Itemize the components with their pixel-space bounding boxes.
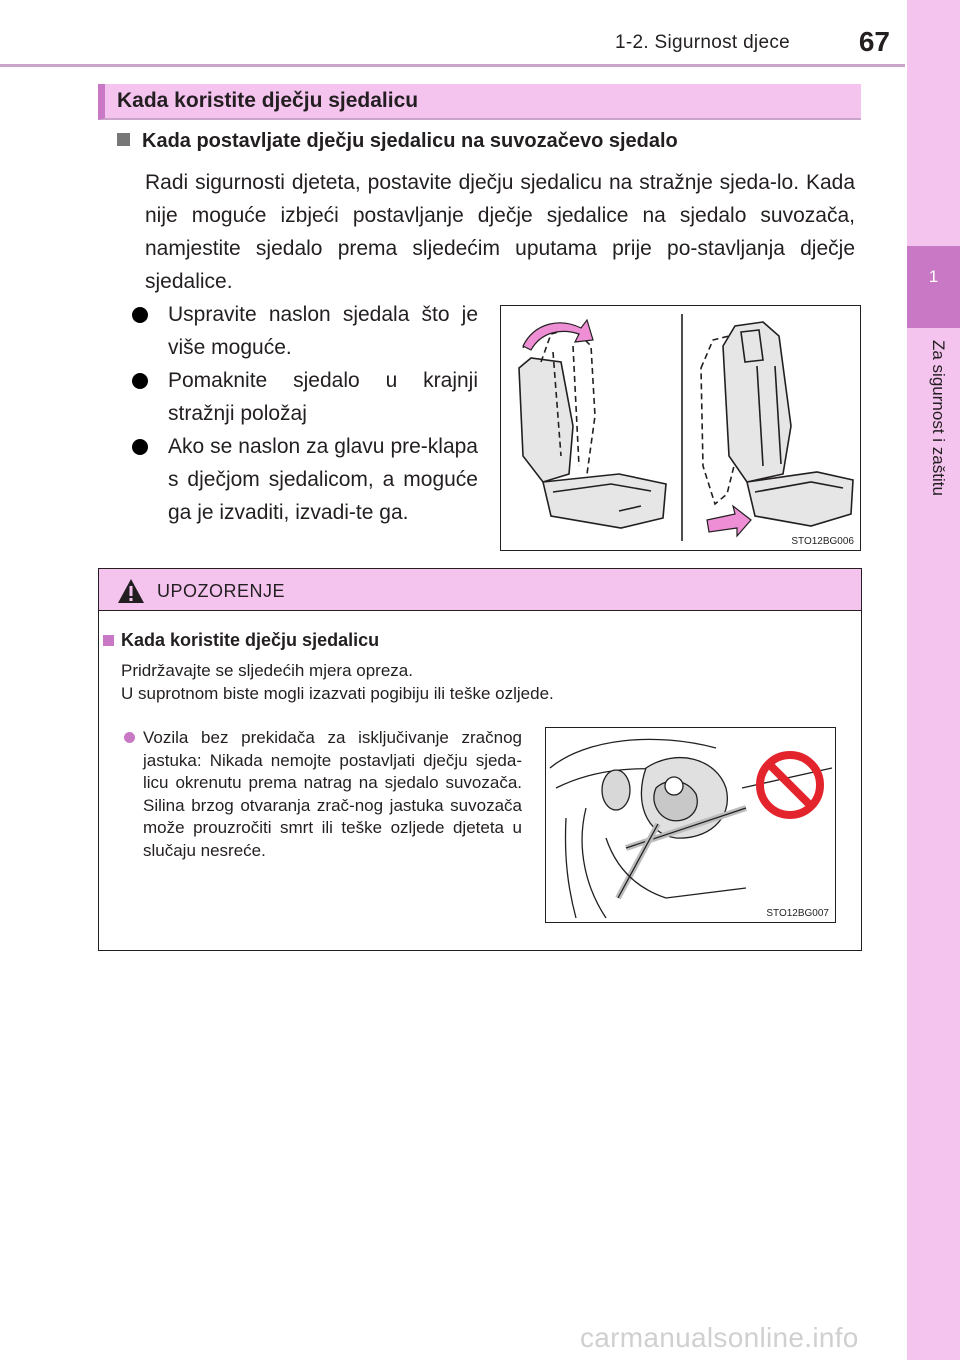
- prohibition-icon: [760, 755, 820, 815]
- figure-code: STO12BG007: [766, 908, 829, 919]
- warning-triangle-icon: [117, 578, 145, 604]
- warning-title: UPOZORENJE: [157, 581, 286, 601]
- airbag-warning-figure: [545, 727, 836, 923]
- list-item-text: Ako se naslon za glavu pre-klapa s dječjom sjedalicom, a moguće ga je izvaditi, izvadi-te ga.: [168, 435, 478, 524]
- list-item-text: Uspravite naslon sjedala što je više moguće.: [168, 303, 478, 359]
- warning-header: [99, 569, 861, 611]
- list-item: [128, 430, 478, 529]
- warning-subheading: [103, 630, 379, 651]
- list-item: [128, 298, 478, 364]
- seat-illustration: [501, 306, 859, 549]
- list-item: [128, 364, 478, 430]
- warning-line: Pridržavajte se sljedećih mjera opreza.: [121, 661, 413, 680]
- subheading-text: Kada postavljate dječju sjedalicu na suvozačevo sjedalo: [142, 130, 678, 152]
- header-divider: [0, 64, 905, 67]
- instruction-list: [128, 298, 478, 529]
- bullet-dot-icon: [124, 732, 135, 743]
- watermark: carmanualsonline.info: [580, 1322, 859, 1353]
- warning-subheading-text: Kada koristite dječju sjedalicu: [121, 630, 380, 650]
- bullet-dot-icon: [132, 373, 148, 389]
- section-heading: Kada koristite dječju sjedalicu: [98, 84, 861, 120]
- intro-paragraph: Radi sigurnosti djeteta, postavite dječju sjedalicu na stražnje sjeda-lo. Kada nije moguće izbjeći postavljanje dječje sjedalice na sjedalo suvozača, namjestite sjedalo prema sljedećim uputama prije po-stavljanja dječje sjedalice.: [145, 171, 855, 293]
- page-number: 67: [858, 26, 890, 57]
- side-tab-strip: [907, 0, 960, 1360]
- figure-code: STO12BG006: [791, 536, 854, 547]
- section-title: 1-2. Sigurnost djece: [615, 32, 790, 53]
- warning-line: U suprotnom biste mogli izazvati pogibiju ili teške ozljede.: [121, 684, 554, 703]
- warning-text: [121, 659, 554, 705]
- chapter-tab: 1: [907, 246, 960, 328]
- square-bullet-icon: [103, 635, 114, 646]
- chapter-title: Za sigurnost i zaštitu: [929, 340, 948, 496]
- warning-bullet: [124, 727, 522, 862]
- subheading: [117, 130, 678, 153]
- list-item-text: Pomaknite sjedalo u krajnji stražnji položaj: [168, 369, 478, 425]
- bullet-dot-icon: [132, 307, 148, 323]
- bullet-dot-icon: [132, 439, 148, 455]
- warning-bullet-text: Vozila bez prekidača za isključivanje zračnog jastuka: Nikada nemojte postavljati dječju sjeda-licu okrenutu prema natrag na sjedalo suvozača. Silina brzog otvaranja zrač-nog jastuka suvozača može prouzročiti smrt ili teške ozljede djeteta u slučaju nesreće.: [143, 728, 522, 860]
- airbag-illustration: [546, 728, 834, 921]
- seat-adjustment-figure: [500, 305, 861, 551]
- square-bullet-icon: [117, 133, 130, 146]
